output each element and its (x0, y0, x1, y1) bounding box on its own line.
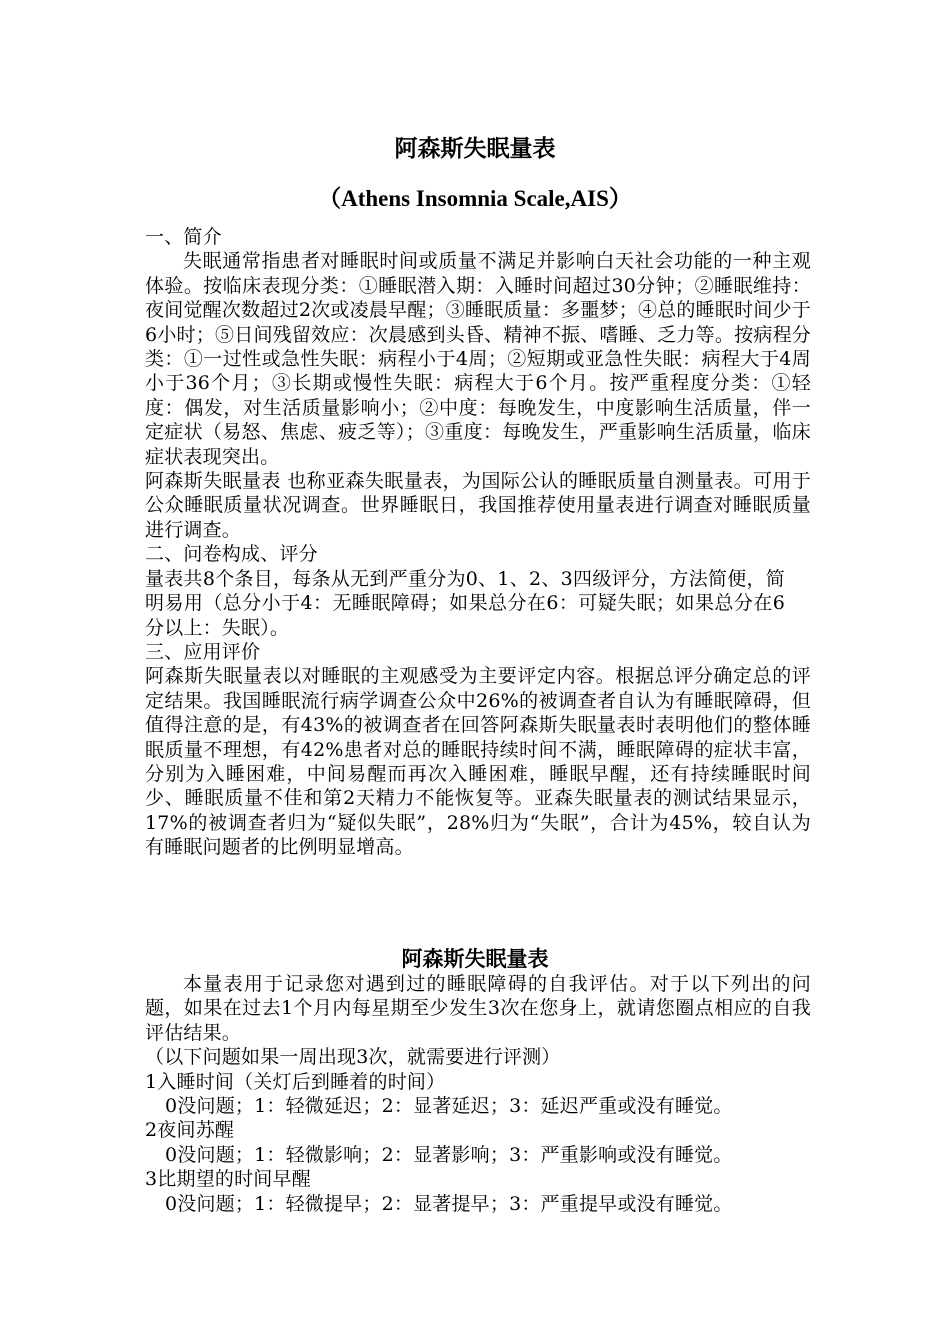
evaluation-heading: 三、应用评价 (145, 640, 261, 663)
question-2-options: 0没问题；1：轻微影响；2：显著影响；3：严重影响或没有睡觉。 (165, 1143, 733, 1166)
page-title: 阿森斯失眠量表 (394, 135, 556, 162)
scale-title: 阿森斯失眠量表 (401, 946, 549, 971)
question-3: 3比期望的时间早醒 (145, 1168, 311, 1191)
composition-paragraph: 量表共8个条目，每条从无到严重分为0、1、2、3四级评分，方法简便，简明易用（总分小于4：无睡眠障碍；如果总分在6：可疑失眠；如果总分在6分以上：失眠）。 (145, 567, 785, 639)
intro-paragraph-2: 阿森斯失眠量表 也称亚森失眠量表，为国际公认的睡眠质量自测量表。可用于公众睡眠质量状况调查。世界睡眠日，我国推荐使用量表进行调查对睡眠质量进行调查。 (145, 470, 811, 541)
question-1: 1入睡时间（关灯后到睡着的时间） (145, 1070, 446, 1093)
question-2: 2夜间苏醒 (145, 1119, 235, 1142)
question-1-options: 0没问题；1：轻微延迟；2：显著延迟；3：延迟严重或没有睡觉。 (165, 1095, 733, 1118)
intro-heading: 一、简介 (145, 226, 222, 248)
evaluation-paragraph: 阿森斯失眠量表以对睡眠的主观感受为主要评定内容。根据总评分确定总的评定结果。我国睡眠流行病学调查公众中26%的被调查者自认为有睡眠障碍，但值得注意的是，有43%的被调查者在回答阿森斯失眠量表时表明他们的整体睡眠质量不理想，有42%患者对总的睡眠持续时间不满，睡眠障碍的症状丰富，分别为入睡困难，中间易醒而再次入睡困难，睡眠早醒，还有持续睡眠时间少、睡眠质量不佳和第2天精力不能恢复等。亚森失眠量表的测试结果显示，17%的被调查者归为“疑似失眠”，28%归为“失眠”，合计为45%，较自认为有睡眠问题者的比例明显增高。 (145, 665, 811, 859)
page-subtitle: （Athens Insomnia Scale,AIS） (318, 186, 632, 211)
intro-section (145, 225, 811, 860)
scale-note: （以下问题如果一周出现3次，就需要进行评测） (145, 1046, 561, 1069)
composition-heading: 二、问卷构成、评分 (145, 543, 318, 566)
question-3-options: 0没问题；1：轻微提早；2：显著提早；3：严重提早或没有睡觉。 (165, 1192, 733, 1215)
scale-section (145, 972, 811, 1216)
intro-paragraph-1: 失眠通常指患者对睡眠时间或质量不满足并影响白天社会功能的一种主观体验。按临床表现分类：①睡眠潜入期：入睡时间超过30分钟；②睡眠维持：夜间觉醒次数超过2次或凌晨早醒；③睡眠质量：多噩梦；④总的睡眠时间少于6小时；⑤日间残留效应：次晨感到头昏、精神不振、嗜睡、乏力等。按病程分类：①一过性或急性失眠：病程小于4周；②短期或亚急性失眠：病程大于4周小于36个月；③长期或慢性失眠：病程大于6个月。按严重程度分类：①轻度：偶发，对生活质量影响小；②中度：每晚发生，中度影响生活质量，伴一定症状（易怒、焦虑、疲乏等）；③重度：每晚发生，严重影响生活质量，临床症状表现突出。 (145, 250, 811, 468)
scale-instructions: 本量表用于记录您对遇到过的睡眠障碍的自我评估。对于以下列出的问题，如果在过去1个月内每星期至少发生3次在您身上，就请您圈点相应的自我评估结果。 (145, 973, 811, 1044)
